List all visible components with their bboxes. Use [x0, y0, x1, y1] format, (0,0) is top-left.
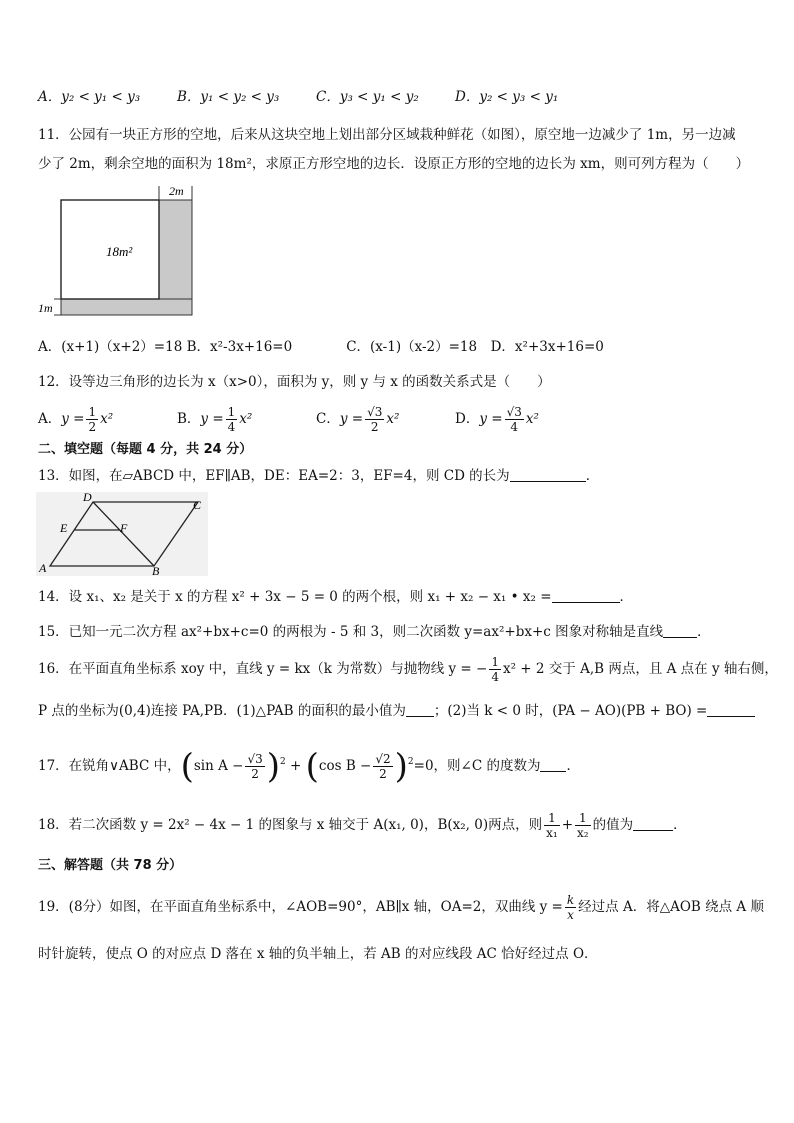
- q12-option-b: B．y = $\frac{1}{4}$ x²: [177, 405, 253, 434]
- fig-left-label: 1m: [38, 301, 53, 315]
- fig-top-label: 2m: [169, 184, 184, 198]
- q18-answer-blank[interactable]: [633, 816, 673, 831]
- q13-label-A: A: [39, 561, 47, 575]
- q18-text: 18．若二次函数 y = 2x² − 4x − 1 的图象与 x 轴交于 A(x₁, 0)，B(x₂, 0)两点，则 $\frac{1}{\text{x₁}}$ + $\frac{1}{\text{x₂}}$ 的值为 ．: [38, 811, 687, 840]
- q11-figure: [36, 182, 206, 322]
- flower-region-right: [159, 200, 192, 315]
- section-2-heading: 二、填空题（每题 4 分，共 24 分）: [38, 442, 253, 457]
- q16-answer-blank-2[interactable]: [707, 702, 755, 717]
- q10-option-a: A．y₂ < y₁ < y₃: [38, 89, 141, 105]
- q13-label-B: B: [152, 564, 160, 576]
- q13-label-F: F: [120, 521, 128, 535]
- q13-label-E: E: [60, 521, 68, 535]
- q13-figure: [36, 492, 208, 576]
- q12-option-d: D．y = $\frac{√3}{4}$ x²: [455, 405, 539, 434]
- q16-answer-blank-1[interactable]: [406, 702, 434, 717]
- q16-text-line2: P 点的坐标为(0,4)连接 PA,PB．(1)△PAB 的面积的最小值为 ；(2)当 k < 0 时，(PA − AO)(PB + BO) =: [38, 701, 755, 721]
- q10-option-c: C．y₃ < y₁ < y₂: [316, 89, 419, 105]
- q14-text: 14．设 x₁、x₂ 是关于 x 的方程 x² + 3x − 5 = 0 的两个根，则 x₁ + x₂ − x₁ • x₂ = ．: [38, 589, 634, 605]
- fig-area-label: 18m²: [106, 244, 133, 259]
- q17-text: 17．在锐角∨ABC 中，(sin A − $\frac{√3}{2}$ )$^2$ + (cos B − $\frac{√2}{2}$ )$^2$=0，则∠C 的度数为 ．: [38, 746, 580, 787]
- q15-answer-blank[interactable]: [663, 623, 697, 638]
- q12-option-c: C．y = $\frac{√3}{2}$ x²: [316, 405, 400, 434]
- q14-answer-blank[interactable]: [552, 588, 620, 603]
- q13-label-D: D: [83, 492, 92, 504]
- q19-text-line2: 时针旋转，使点 O 的对应点 D 落在 x 轴的负半轴上，若 AB 的对应线段 AC 恰好经过点 O．: [38, 946, 598, 962]
- q17-answer-blank[interactable]: [540, 757, 566, 772]
- q16-text-line1: 16．在平面直角坐标系 xoy 中，直线 y = kx（k 为常数）与抛物线 y = − $\frac{1}{4}$ x² + 2 交于 A,B 两点，且 A 点在 y 轴右侧，: [38, 655, 778, 684]
- q13-label-C: C: [193, 498, 202, 512]
- q19-text-line1: 19．(8分）如图，在平面直角坐标系中，∠AOB=90°，AB∥x 轴，OA=2，双曲线 y = $\frac{k}{x}$ 经过点 A．将△AOB 绕点 A 顺: [38, 893, 764, 922]
- q15-text: 15．已知一元二次方程 ax²+bx+c=0 的两根为 - 5 和 3，则二次函数 y=ax²+bx+c 图象对称轴是直线 ．: [38, 624, 711, 640]
- q12-text: 12．设等边三角形的边长为 x（x>0），面积为 y，则 y 与 x 的函数关系式是（ ）: [38, 374, 551, 390]
- q10-option-d: D．y₂ < y₃ < y₁: [455, 89, 559, 105]
- q11-text-line2: 少了 2m，剩余空地的面积为 18m²，求原正方形空地的边长．设原正方形的空地的边长为 xm，则可列方程为（ ）: [38, 156, 750, 172]
- q10-option-b: B．y₁ < y₂ < y₃: [177, 89, 280, 105]
- q13-answer-blank[interactable]: [510, 467, 586, 482]
- q12-option-a: A．y = $\frac{1}{2}$ x²: [38, 405, 114, 434]
- section-3-heading: 三、解答题（共 78 分）: [38, 858, 183, 873]
- q11-text-line1: 11．公园有一块正方形的空地，后来从这块空地上划出部分区域栽种鲜花（如图），原空地一边减少了 1m，另一边减: [38, 127, 736, 143]
- q13-text: 13．如图，在▱ABCD 中，EF∥AB，DE：EA=2：3，EF=4，则 CD 的长为 ．: [38, 468, 600, 484]
- q11-options: A．(x+1)（x+2）=18 B．x²-3x+16=0 C．(x-1)（x-2）=18 D．x²+3x+16=0: [38, 339, 604, 355]
- flower-region-bottom: [61, 299, 192, 315]
